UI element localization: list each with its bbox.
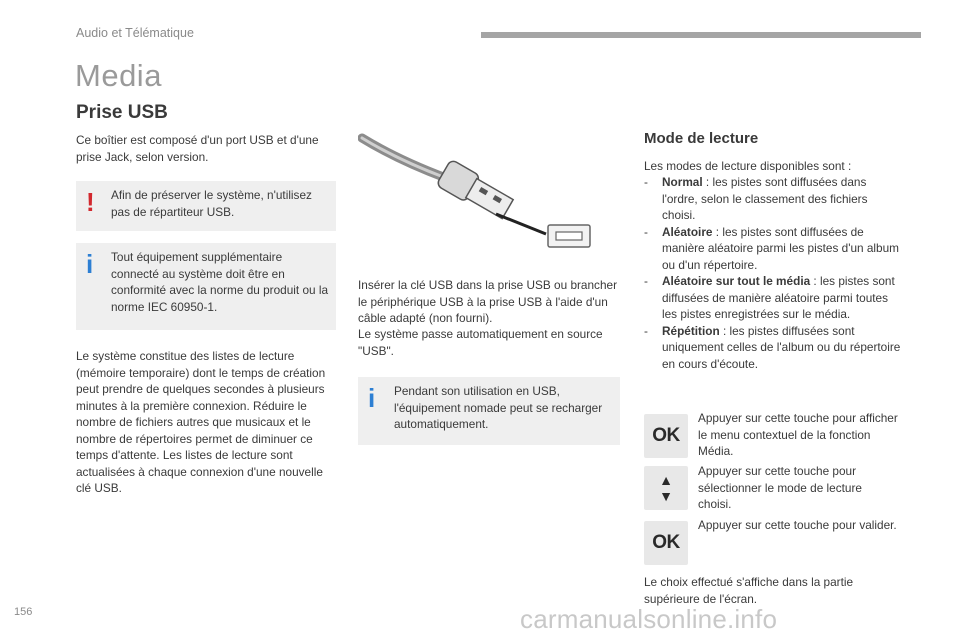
modes-list [644, 174, 902, 372]
ok-menu-description: Appuyer sur cette touche pour afficher le menu contextuel de la fonction Média. [698, 411, 898, 458]
usb-plug [436, 159, 515, 222]
info-icon: i [86, 249, 94, 279]
header-section: Audio et Télématique [76, 26, 194, 40]
info-equipment-text: Tout équipement supplémentaire connecté au système doit être en conformité avec la norme du produit ou la norme IEC 60950-1. [111, 250, 329, 314]
watermark: carmanualsonline.info [520, 604, 778, 634]
playlists-text: Le système constitue des listes de lecture (mémoire temporaire) dont le temps de création peut prendre de quelques secondes à plusieurs minutes à la première connexion. Réduire le nombre de fichiers autres que musicaux et le nombre de répertoires permet de diminuer ce temps d'attente. Les listes de lecture sont actualisées à chaque connexion d'une nouvelle clé USB. [76, 349, 326, 495]
mode-item-normal: - Normal : les pistes sont diffusées dans l'ordre, selon le classement des fichiers choisi. [644, 175, 868, 222]
info-box-equipment [76, 243, 336, 330]
modes-intro: Les modes de lecture disponibles sont : [644, 159, 852, 173]
arrows-description: Appuyer sur cette touche pour sélectionner le mode de lecture choisi. [698, 464, 862, 511]
source-text: Le système passe automatiquement en source "USB". [358, 327, 603, 358]
ok-label: OK [652, 425, 680, 446]
mode-item-random: - Aléatoire : les pistes sont diffusées de manière aléatoire parmi les pistes d'un album ou d'un répertoire. [644, 224, 899, 272]
modes-title: Mode de lecture [644, 130, 759, 147]
header-bar [481, 32, 921, 38]
page-title: Media [75, 58, 162, 93]
usb-illustration [358, 130, 598, 250]
ok-button-icon [644, 414, 688, 458]
page-number: 156 [14, 606, 33, 618]
arrows-label: ▲▼ [658, 472, 674, 504]
up-down-arrows-icon [644, 466, 688, 510]
modes-footer: Le choix effectué s'affiche dans la partie supérieure de l'écran. [644, 575, 854, 606]
warning-text: Afin de préserver le système, n'utilisez pas de répartiteur USB. [111, 188, 312, 219]
mode-item-repeat: - Répétition : les pistes diffusées sont uniquement celles de l'album ou du répertoire en cours d'écoute. [644, 323, 901, 371]
usb-intro: Ce boîtier est composé d'un port USB et d'une prise Jack, selon version. [76, 133, 319, 164]
info-icon: i [368, 383, 376, 413]
mode-item-random-all: - Aléatoire sur tout le média : les pistes sont diffusées de manière aléatoire parmi toutes les pistes enregistrées sur le média. [644, 274, 895, 321]
info-charging-text: Pendant son utilisation en USB, l'équipement nomade peut se recharger automatiquement. [394, 384, 603, 431]
usb-section-title: Prise USB [76, 102, 168, 123]
ok-validate-icon [644, 521, 688, 565]
info-box-charging [358, 377, 620, 445]
ok-label: OK [652, 532, 680, 553]
ok-validate-description: Appuyer sur cette touche pour valider. [698, 518, 897, 532]
insert-arrow [496, 214, 546, 234]
insert-text: Insérer la clé USB dans la prise USB ou brancher le périphérique USB à la prise USB à l'aide d'un câble adapté (non fourni). [358, 278, 618, 325]
warning-box [76, 181, 336, 231]
warning-icon: ! [86, 187, 95, 217]
